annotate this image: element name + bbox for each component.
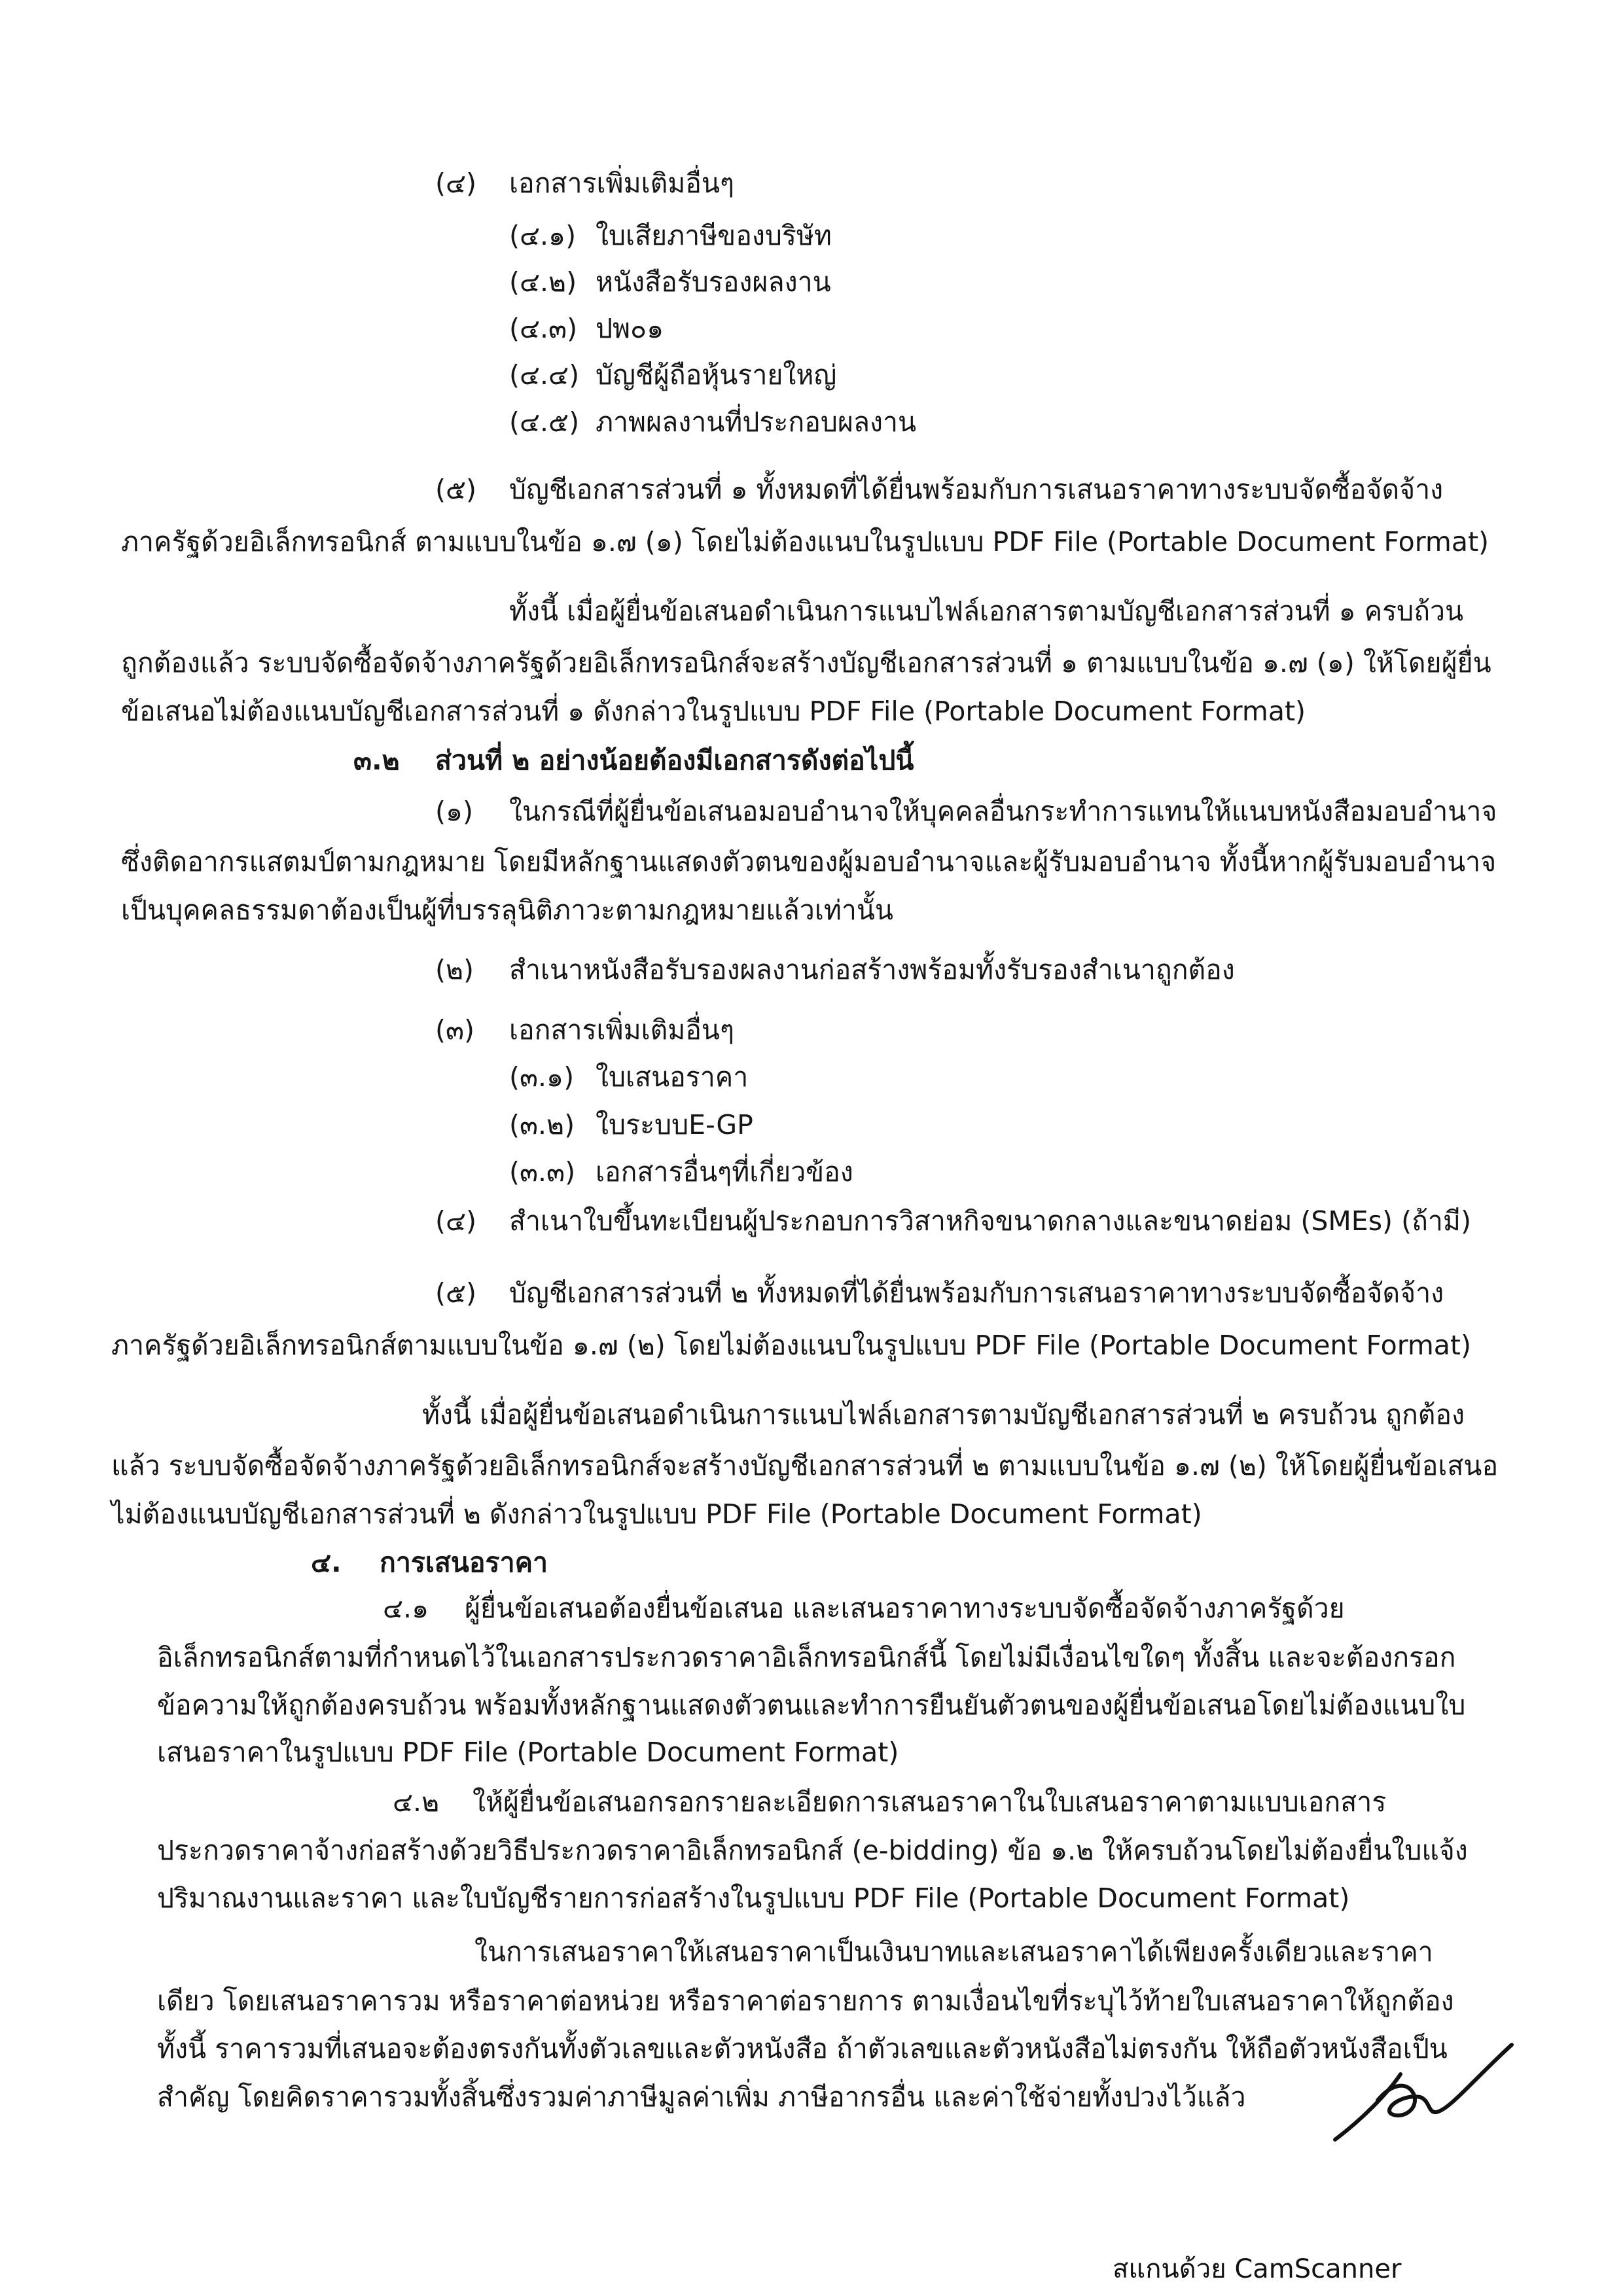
subitem-text: ภาพผลงานที่ประกอบผลงาน xyxy=(596,406,917,438)
subitem-text: เอกสารอื่นๆที่เกี่ยวข้อง xyxy=(596,1156,853,1188)
item-text: ภาครัฐด้วยอิเล็กทรอนิกส์ ตามแบบในข้อ ๑.๗ (๑) โดยไม่ต้องแนบในรูปแบบ PDF File (Portable Document Format) xyxy=(121,526,1489,557)
paragraph-line: ให้ผู้ยื่นข้อเสนอกรอกรายละเอียดการเสนอราคาในใบเสนอราคาตามแบบเอกสาร xyxy=(473,1786,1387,1818)
section-heading: ส่วนที่ ๒ อย่างน้อยต้องมีเอกสารดังต่อไปนี้ xyxy=(435,745,914,776)
subitem-number: (๓.๓) xyxy=(509,1156,576,1188)
paragraph-line: ผู้ยื่นข้อเสนอต้องยื่นข้อเสนอ และเสนอราคาทางระบบจัดซื้อจัดจ้างภาครัฐด้วย xyxy=(465,1593,1345,1624)
paragraph-line: ข้อเสนอไม่ต้องแนบบัญชีเอกสารส่วนที่ ๑ ดังกล่าวในรูปแบบ PDF File (Portable Document Format) xyxy=(121,696,1306,727)
clause-number: ๔.๑ xyxy=(383,1593,429,1624)
subitem-number: (๔.๓) xyxy=(509,313,578,344)
paragraph-line: ในการเสนอราคาให้เสนอราคาเป็นเงินบาทและเสนอราคาได้เพียงครั้งเดียวและราคา xyxy=(474,1936,1433,1968)
subitem-text: ใบระบบE-GP xyxy=(596,1109,753,1140)
subitem-text: ใบเสียภาษีของบริษัท xyxy=(596,220,832,251)
paragraph-line: ประกวดราคาจ้างก่อสร้างด้วยวิธีประกวดราคาอิเล็กทรอนิกส์ (e-bidding) ข้อ ๑.๒ ให้ครบถ้วนโดยไม่ต้องยื่นใบแจ้ง xyxy=(157,1835,1468,1866)
item-number: (๔) xyxy=(435,168,477,199)
item-number: (๓) xyxy=(435,1014,475,1046)
paragraph-line: ปริมาณงานและราคา และใบบัญชีรายการก่อสร้างในรูปแบบ PDF File (Portable Document Format) xyxy=(157,1882,1350,1914)
item-text: ในกรณีที่ผู้ยื่นข้อเสนอมอบอำนาจให้บุคคลอื่นกระทำการแทนให้แนบหนังสือมอบอำนาจ xyxy=(509,796,1497,827)
subitem-number: (๔.๒) xyxy=(509,266,577,298)
section-heading: การเสนอราคา xyxy=(380,1547,548,1578)
item-text: บัญชีเอกสารส่วนที่ ๑ ทั้งหมดที่ได้ยื่นพร้อมกับการเสนอราคาทางระบบจัดซื้อจัดจ้าง xyxy=(509,474,1444,505)
subitem-text: บัญชีผู้ถือหุ้นรายใหญ่ xyxy=(596,359,837,391)
paragraph-line: สำคัญ โดยคิดราคารวมทั้งสิ้นซึ่งรวมค่าภาษีมูลค่าเพิ่ม ภาษีอากรอื่น และค่าใช้จ่ายทั้งปวงไว้แล้ว xyxy=(157,2081,1246,2113)
item-text: สำเนาใบขึ้นทะเบียนผู้ประกอบการวิสาหกิจขนาดกลางและขนาดย่อม (SMEs) (ถ้ามี) xyxy=(509,1205,1471,1237)
paragraph-line: เสนอราคาในรูปแบบ PDF File (Portable Document Format) xyxy=(157,1737,899,1768)
item-number: (๔) xyxy=(435,1205,477,1237)
paragraph-line: ทั้งนี้ เมื่อผู้ยื่นข้อเสนอดำเนินการแนบไฟล์เอกสารตามบัญชีเอกสารส่วนที่ ๑ ครบถ้วน xyxy=(509,595,1464,627)
clause-number: ๔.๒ xyxy=(393,1786,440,1818)
subitem-text: หนังสือรับรองผลงาน xyxy=(596,266,831,298)
item-number: (๑) xyxy=(435,796,474,827)
item-text: ซึ่งติดอากรแสตมป์ตามกฎหมาย โดยมีหลักฐานแสดงตัวตนของผู้มอบอำนาจและผู้รับมอบอำนาจ ทั้งนี้หากผู้รับมอบอำนาจ xyxy=(121,846,1497,877)
scanner-watermark: สแกนด้วย CamScanner xyxy=(1113,2254,1402,2284)
item-text: เอกสารเพิ่มเติมอื่นๆ xyxy=(509,168,734,199)
subitem-number: (๓.๒) xyxy=(509,1109,575,1140)
item-text: บัญชีเอกสารส่วนที่ ๒ ทั้งหมดที่ได้ยื่นพร้อมกับการเสนอราคาทางระบบจัดซื้อจัดจ้าง xyxy=(509,1277,1444,1309)
subitem-number: (๔.๕) xyxy=(509,406,580,438)
section-number: ๓.๒ xyxy=(353,745,400,776)
subitem-number: (๓.๑) xyxy=(509,1061,575,1093)
subitem-number: (๔.๔) xyxy=(509,359,580,391)
paragraph-line: ทั้งนี้ เมื่อผู้ยื่นข้อเสนอดำเนินการแนบไฟล์เอกสารตามบัญชีเอกสารส่วนที่ ๒ ครบถ้วน ถูกต้อง xyxy=(422,1399,1465,1430)
handwritten-signature xyxy=(1315,2022,1525,2153)
item-text: สำเนาหนังสือรับรองผลงานก่อสร้างพร้อมทั้งรับรองสำเนาถูกต้อง xyxy=(509,954,1235,985)
paragraph-line: ถูกต้องแล้ว ระบบจัดซื้อจัดจ้างภาครัฐด้วยอิเล็กทรอนิกส์จะสร้างบัญชีเอกสารส่วนที่ ๑ ตามแบบในข้อ ๑.๗ (๑) ให้โดยผู้ยื่น xyxy=(121,647,1491,679)
subitem-text: ปพ๐๑ xyxy=(596,313,664,344)
subitem-number: (๔.๑) xyxy=(509,220,577,251)
item-number: (๕) xyxy=(435,1277,477,1309)
paragraph-line: ทั้งนี้ ราคารวมที่เสนอจะต้องตรงกันทั้งตัวเลขและตัวหนังสือ ถ้าตัวเลขและตัวหนังสือไม่ตรงกัน ให้ถือตัวหนังสือเป็น xyxy=(157,2033,1448,2064)
paragraph-line: ข้อความให้ถูกต้องครบถ้วน พร้อมทั้งหลักฐานแสดงตัวตนและทำการยืนยันตัวตนของผู้ยื่นข้อเสนอโดยไม่ต้องแนบใบ xyxy=(157,1689,1466,1721)
section-number: ๔. xyxy=(311,1547,342,1578)
subitem-text: ใบเสนอราคา xyxy=(596,1061,749,1093)
paragraph-line: แล้ว ระบบจัดซื้อจัดจ้างภาครัฐด้วยอิเล็กทรอนิกส์จะสร้างบัญชีเอกสารส่วนที่ ๒ ตามแบบในข้อ ๑.๗ (๒) ให้โดยผู้ยื่นข้อเสนอ xyxy=(111,1450,1499,1481)
item-text: เอกสารเพิ่มเติมอื่นๆ xyxy=(509,1014,734,1046)
item-number: (๒) xyxy=(435,954,474,985)
item-text: ภาครัฐด้วยอิเล็กทรอนิกส์ตามแบบในข้อ ๑.๗ (๒) โดยไม่ต้องแนบในรูปแบบ PDF File (Portable Document Format) xyxy=(111,1330,1471,1361)
paragraph-line: อิเล็กทรอนิกส์ตามที่กำหนดไว้ในเอกสารประกวดราคาอิเล็กทรอนิกส์นี้ โดยไม่มีเงื่อนไขใดๆ ทั้งสิ้น และจะต้องกรอก xyxy=(157,1642,1456,1673)
item-number: (๕) xyxy=(435,474,477,505)
item-text: เป็นบุคคลธรรมดาต้องเป็นผู้ที่บรรลุนิติภาวะตามกฎหมายแล้วเท่านั้น xyxy=(121,894,893,926)
paragraph-line: ไม่ต้องแนบบัญชีเอกสารส่วนที่ ๒ ดังกล่าวในรูปแบบ PDF File (Portable Document Format) xyxy=(111,1498,1202,1530)
paragraph-line: เดียว โดยเสนอราคารวม หรือราคาต่อหน่วย หรือราคาต่อรายการ ตามเงื่อนไขที่ระบุไว้ท้ายใบเสนอราคาให้ถูกต้อง xyxy=(157,1985,1454,2017)
